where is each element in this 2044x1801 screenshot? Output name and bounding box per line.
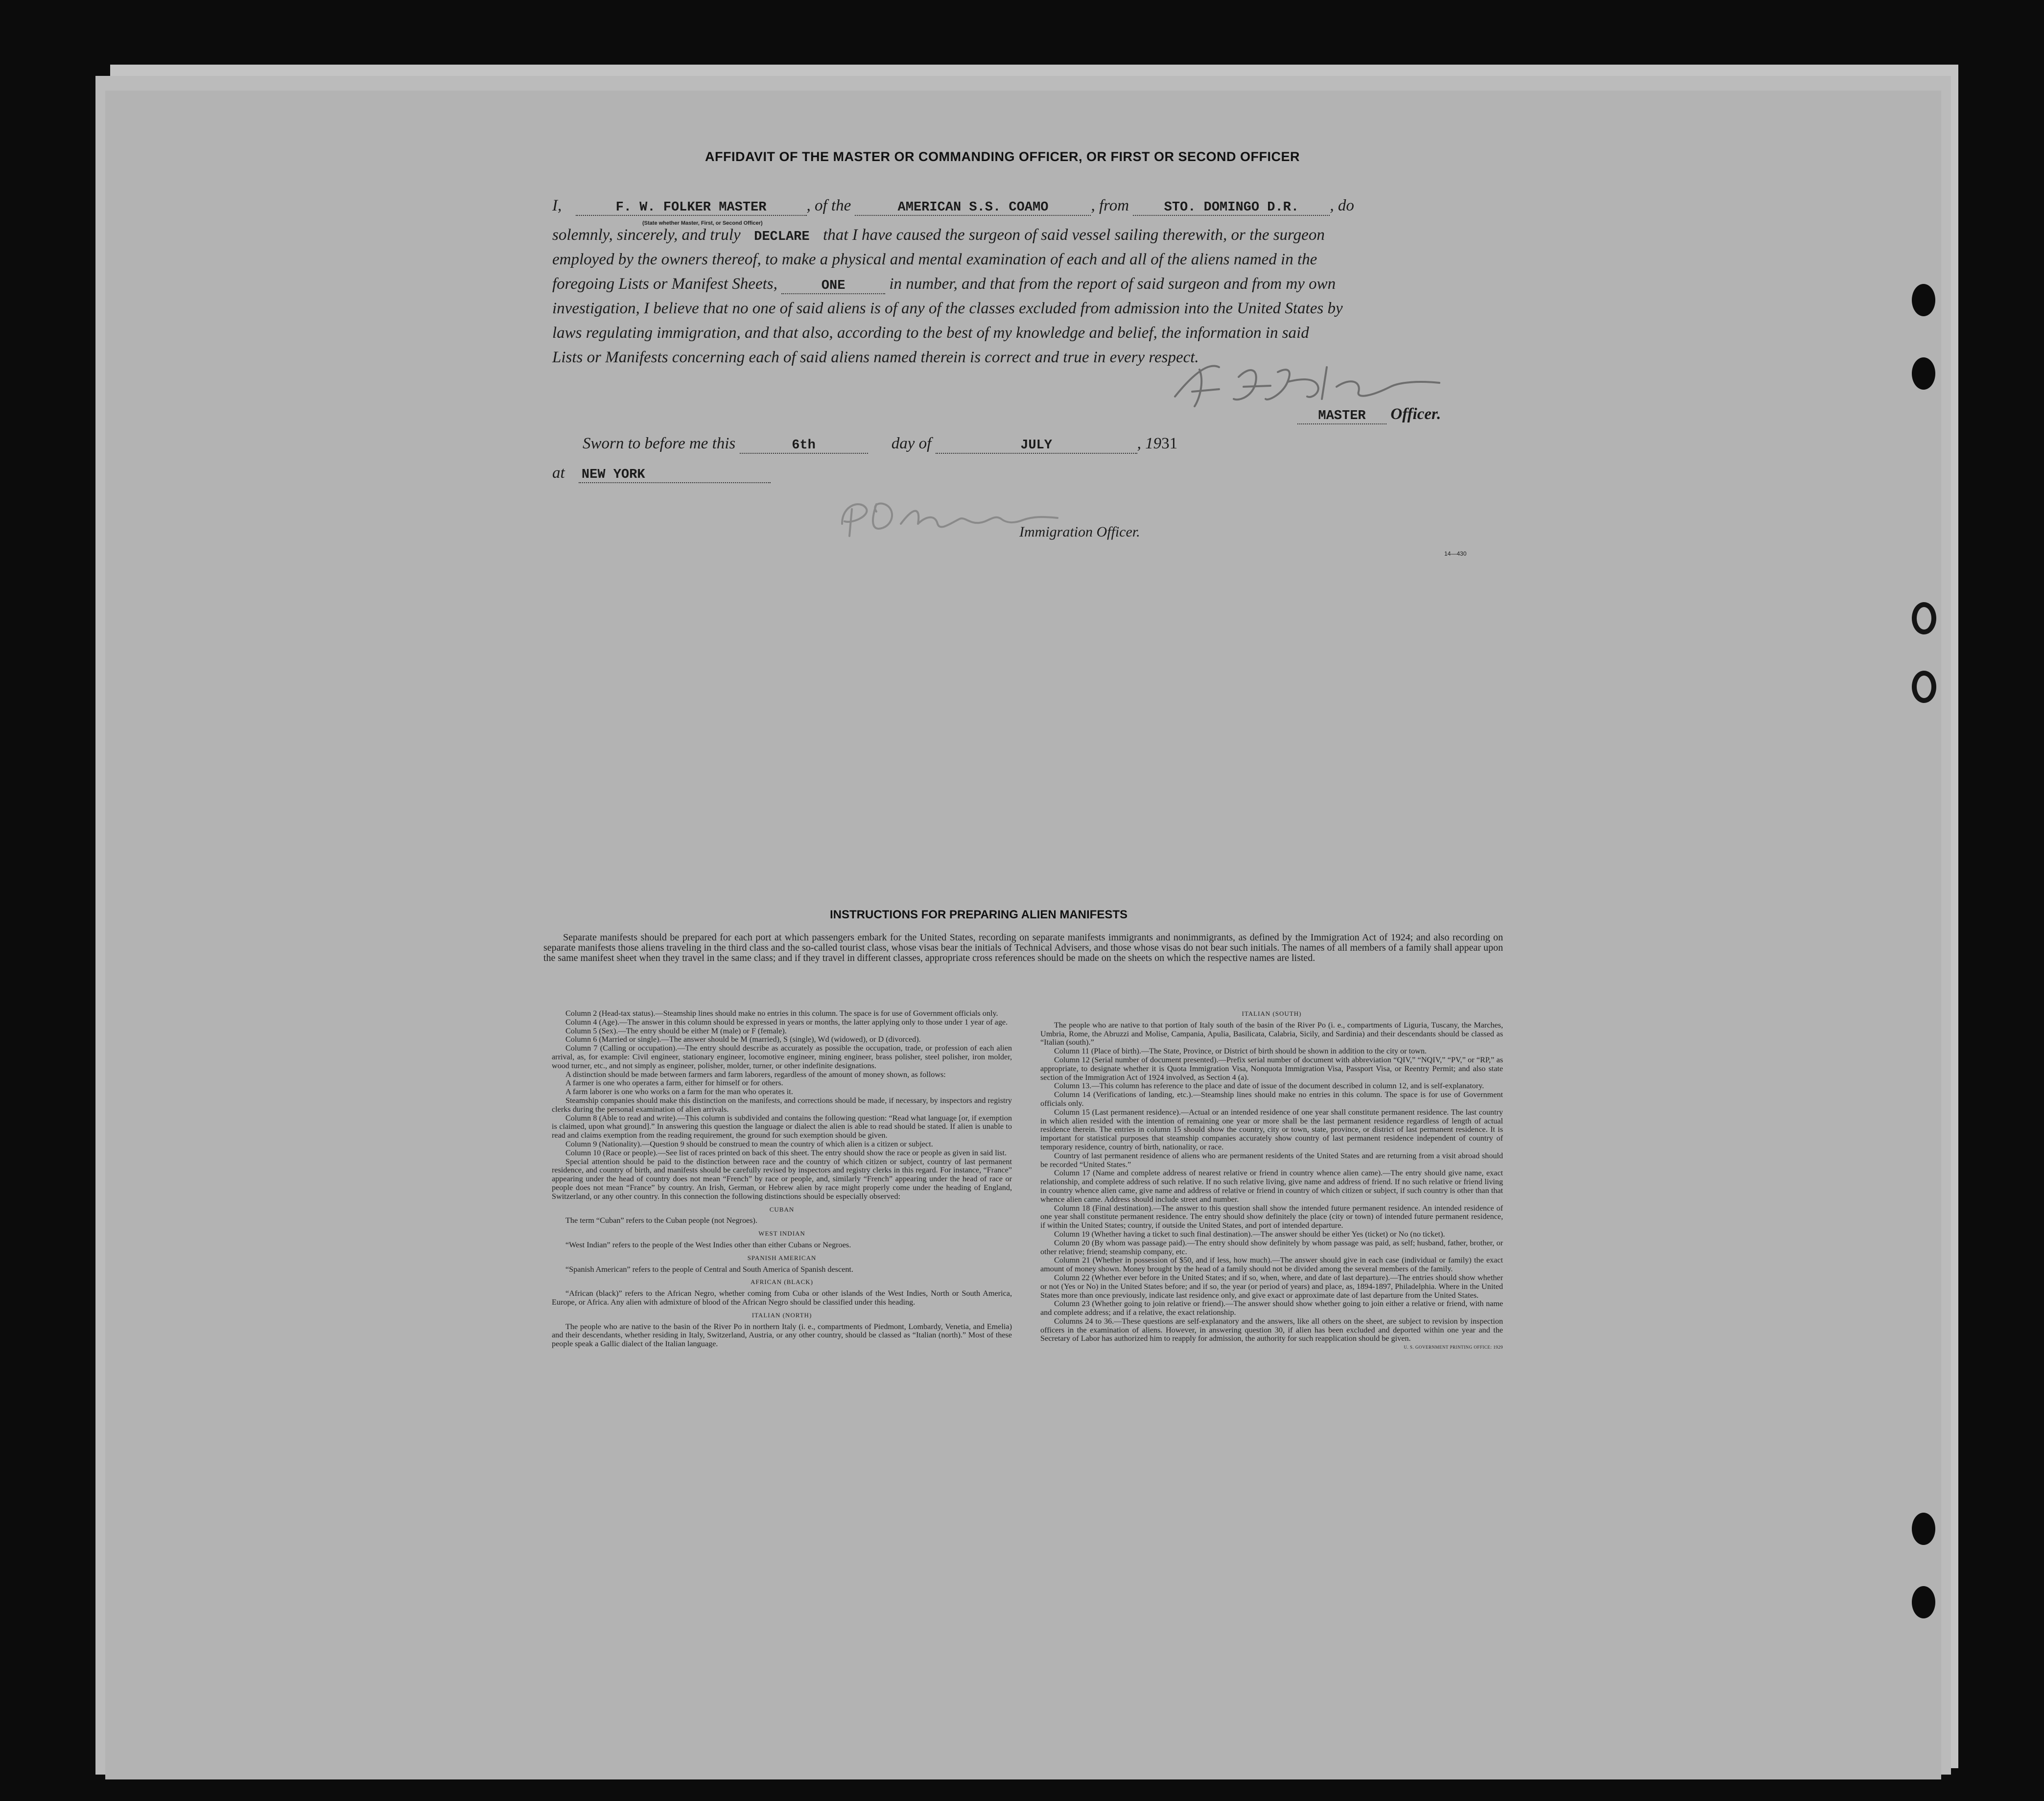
instruction-paragraph: Column 6 (Married or single).—The answer should be M (married), S (single), Wd (widowed), or D (divorced).: [565, 1035, 921, 1044]
section-text: “African (black)” refers to the African Negro, whether coming from Cuba or other islands of the West Indies, North or South America, Europe, or Africa. Any alien with admixture of blood of the African Negro should be classified under this heading.: [552, 1289, 1012, 1307]
form-number: 14—430: [1444, 550, 1467, 557]
section-text: The people who are native to the basin of the River Po in northern Italy (i. e., compartments of Piedmont, Lombardy, Venetia, and Emelia) and their descendants, whether residing in Italy, Switzerland, Austria, or any other country, should be classed as “Italian (north).” Most of these people speak a Gallic dialect of the Italian language.: [552, 1322, 1012, 1349]
officer-label: Officer.: [1390, 405, 1441, 423]
sworn-month-field: JULY: [936, 438, 1137, 454]
instruction-paragraph: Column 18 (Final destination).—The answer to this question shall show the intended future permanent residence. An intended residence of one year shall constitute permanent residence. The entry should show definitely the place (city or town) of intended future permanent residence, if within the United States; country, if outside the United States, and port of intended departure.: [1040, 1203, 1503, 1230]
sheet-count-field: ONE: [781, 279, 885, 294]
instruction-paragraph: Column 23 (Whether going to join relative or friend).—The answer should show whether going to join either a relative or friend, with name and complete address; and if a relative, the exact relationship.: [1040, 1299, 1503, 1317]
sworn-place-field: NEW YORK: [579, 468, 771, 483]
sworn-day-field: 6th: [740, 438, 868, 454]
section-heading: WEST INDIAN: [758, 1230, 805, 1238]
section-text: “West Indian” refers to the people of the West Indies other than either Cubans or Negroes.: [565, 1240, 851, 1249]
instruction-paragraph: Column 15 (Last permanent residence).—Actual or an intended residence of one year shall constitute permanent residence. The last country in which alien resided with the intention of remaining one year or more shall be the last permanent residence regardless of length of actual residence therein. The entries in column 15 should show the country, city or town, state, province, or district of last permanent residence. It is important for statistical purposes that steamship companies accurately show country of last permanent residence independent of country of temporary residence, country of birth, nationality, or race.: [1040, 1107, 1503, 1151]
affidavit-text: foregoing Lists or Manifest Sheets,: [552, 275, 777, 293]
punch-hole: [1912, 1586, 1935, 1618]
instructions-title: INSTRUCTIONS FOR PREPARING ALIEN MANIFESTS: [830, 908, 1128, 921]
affidavit-line-5: investigation, I believe that no one of said aliens is of any of the classes excluded from admission into the United States by: [552, 300, 1343, 317]
instruction-paragraph: Columns 24 to 36.—These questions are self-explanatory and the answers, like all others on the sheet, are subject to revision by inspection officers in the examination of aliens. However, in answering question 30, if alien has been excluded and deported within one year and the Secretary of Labor has authorized him to reapply for admission, the authority for such reapplication should be given.: [1040, 1316, 1503, 1343]
port-from-field: STO. DOMINGO D.R.: [1133, 200, 1330, 216]
punch-hole: [1912, 357, 1935, 390]
officer-name-field: F. W. FOLKER MASTER: [576, 200, 807, 216]
sworn-place-line: [552, 464, 771, 483]
affidavit-line-7: Lists or Manifests concerning each of said aliens named therein is correct and true in every respect.: [552, 349, 1199, 366]
affidavit-title: AFFIDAVIT OF THE MASTER OR COMMANDING OFFICER, OR FIRST OR SECOND OFFICER: [705, 149, 1300, 164]
section-heading: AFRICAN (BLACK): [750, 1278, 814, 1286]
instructions-right-column: [1040, 1009, 1503, 1352]
section-text: The term “Cuban” refers to the Cuban people (not Negroes).: [565, 1216, 757, 1225]
instruction-paragraph: Steamship companies should make this distinction on the manifests, and corrections should be made, if necessary, by inspectors and registry clerks during the personal examination of alien arrivals.: [552, 1096, 1012, 1114]
sworn-text: , 19: [1137, 435, 1162, 452]
affidavit-text: that I have caused the surgeon of said vessel sailing therewith, or the surgeon: [823, 226, 1325, 244]
affidavit-text: solemnly, sincerely, and truly: [552, 226, 741, 244]
instruction-paragraph: Column 8 (Able to read and write).—This column is subdivided and contains the following question: “Read what language [or, if exemption is claimed, upon what ground].” In answering this question the language or dialect the alien is able to read should be stated. If alien is unable to read and claims exemption from the reading requirement, the ground for such exemption should be given.: [552, 1113, 1012, 1140]
officer-rank-field: MASTER: [1297, 409, 1386, 424]
instruction-paragraph: Column 12 (Serial number of document presented).—Prefix serial number of document with abbreviation “QIV,” “NQIV,” “PV,” or “RP,” as appropriate, to designate whether it is Quota Immigration Visa, Nonquota Immigration Visa, Passport Visa, or Reentry Permit; and also state section of the Immigration Act of 1924 involved, as Section 4 (a).: [1040, 1055, 1503, 1082]
punch-hole: [1912, 1513, 1935, 1545]
immigration-officer-label: Immigration Officer.: [1019, 524, 1140, 540]
section-heading: SPANISH AMERICAN: [747, 1254, 817, 1262]
instruction-paragraph: Column 10 (Race or people).—See list of races printed on back of this sheet. The entry should show the race or people as given in said list.: [565, 1148, 1007, 1157]
instruction-paragraph: Column 20 (By whom was passage paid).—The entry should show definitely by whom passage was paid, as self; husband, father, brother, or other relative; friend; steamship company, etc.: [1040, 1238, 1503, 1256]
instruction-paragraph: Column 5 (Sex).—The entry should be either M (male) or F (female).: [565, 1026, 787, 1035]
affidavit-text: , of the: [806, 197, 851, 214]
affidavit-line-3: employed by the owners thereof, to make a physical and mental examination of each and all of the aliens named in the: [552, 251, 1317, 268]
instruction-paragraph: Column 21 (Whether in possession of $50, and if less, how much).—The answer should give in each case (individual or family) the exact amount of money shown. Money brought by the head of a family should not be divided among the several members of the family.: [1040, 1256, 1503, 1274]
instruction-paragraph: Column 17 (Name and complete address of nearest relative or friend in country whence alien came).—The entry should give name, exact relationship, and complete address of such relative. If no such relative living, give name and address of friend. If no such relative or friend living in country whence alien came, give name and address of relative or friend in country of which citizen or subject, if such country is other than that whence alien came. Address should include street and number.: [1040, 1169, 1503, 1204]
instruction-paragraph: Column 14 (Verifications of landing, etc.).—Steamship lines should make no entries in this column. The space is for use of Government officials only.: [1040, 1090, 1503, 1108]
instruction-paragraph: The people who are native to that portion of Italy south of the basin of the River Po (i. e., compartments of Liguria, Tuscany, the Marches, Umbria, Rome, the Abruzzi and Molise, Campania, Apulia, Basilicata, Calabria, Sicily, and Sardinia) and their descendants should be classed as “Italian (south).”: [1040, 1020, 1503, 1047]
section-heading: CUBAN: [769, 1205, 795, 1213]
vessel-field: AMERICAN S.S. COAMO: [855, 200, 1091, 216]
instruction-paragraph: Column 22 (Whether ever before in the United States; and if so, when, where, and date of last departure).—The entries should show whether or not (Yes or No) in the United States before; and if so, the year (or period of years) and place, as, 1894-1897, Philadelphia. Where in the United States more than once previously, indicate last residence only, and give exact or approximate date of last departure from the United States.: [1040, 1273, 1503, 1300]
instruction-paragraph: Column 13.—This column has reference to the place and date of issue of the document described in column 12, and is self-explanatory.: [1054, 1081, 1484, 1091]
affidavit-text: in number, and that from the report of said surgeon and from my own: [889, 275, 1336, 293]
affidavit-line-1: [552, 197, 1354, 216]
sworn-text: day of: [891, 435, 932, 452]
affidavit-text: , from: [1091, 197, 1129, 214]
affidavit-line-4: [552, 275, 1336, 294]
affidavit-text: I,: [552, 197, 562, 214]
instruction-paragraph: Column 4 (Age).—The answer in this column should be expressed in years or months, the latter applying only to those under 1 year of age.: [565, 1017, 1008, 1027]
punch-hole: [1912, 602, 1936, 634]
instruction-paragraph: Column 9 (Nationality).—Question 9 should be construed to mean the country of which alien is a citizen or subject.: [565, 1139, 933, 1148]
punch-hole: [1912, 671, 1936, 703]
section-heading: ITALIAN (NORTH): [752, 1311, 812, 1319]
punch-hole: [1912, 284, 1935, 316]
instruction-paragraph: Column 19 (Whether having a ticket to such final destination).—The answer should be either Yes (ticket) or No (no ticket).: [1054, 1229, 1445, 1239]
officer-rank-note: (State whether Master, First, or Second Officer): [642, 220, 763, 226]
sworn-text: Sworn to before me this: [583, 435, 736, 452]
master-signature: [1165, 352, 1444, 411]
declare-field: DECLARE: [754, 230, 810, 244]
instruction-paragraph: Column 11 (Place of birth).—The State, Province, or District of birth should be shown in addition to the city or town.: [1054, 1047, 1427, 1056]
instruction-paragraph: A farmer is one who operates a farm, either for himself or for others.: [565, 1078, 783, 1088]
affidavit-text: , do: [1330, 197, 1354, 214]
sworn-year-field: 31: [1161, 435, 1178, 452]
affidavit-line-2: [552, 226, 1325, 244]
instruction-paragraph: A distinction should be made between farmers and farm laborers, regardless of the amount of money shown, as follows:: [565, 1070, 946, 1079]
section-text: “Spanish American” refers to the people of Central and South America of Spanish descent.: [565, 1264, 853, 1274]
instruction-paragraph: Column 7 (Calling or occupation).—The entry should describe as accurately as possible the occupation, trade, or profession of each alien arrival, as, for example: Civil engineer, stationary engineer, locomotive engineer, mining engineer, brass polisher, steel polisher, iron molder, wood turner, etc., and not simply as engineer, polisher, molder, turner, or other indefinite designations.: [552, 1044, 1012, 1070]
at-label: at: [552, 464, 565, 482]
instruction-paragraph: Column 2 (Head-tax status).—Steamship lines should make no entries in this column. The space is for use of Government officials only.: [565, 1009, 998, 1018]
printer-note: U. S. GOVERNMENT PRINTING OFFICE: 1929: [1404, 1345, 1503, 1350]
instruction-paragraph: Special attention should be paid to the distinction between race and the country of which citizen or subject, country of last permanent residence, and country of birth, and manifests should be carefully revised by inspectors and registry clerks in this regard. For instance, “France” appearing under the head of country does not mean “French” by race or people, and, similarly “French” appearing under the head of race or people does not mean “France” by country. An Irish, German, or Hebrew alien by race might properly come under the heading of England, Switzerland, or any other country. In this connection the following distinctions should be especially observed:: [552, 1157, 1012, 1201]
instructions-intro: Separate manifests should be prepared for each port at which passengers embark for the United States, recording on separate manifests immigrants and nonimmigrants, as defined by the Immigration Act of 1924; and also recording on separate manifests those aliens traveling in the third class and the so-called tourist class, whose visas bear the initials of Technical Advisers, and those whose visas do not bear such initials. The names of all members of a family shall appear upon the same manifest sheet when they travel in the same class; and if they travel in different classes, appropriate cross references should be made on the sheets on which the respective names are listed.: [543, 932, 1503, 963]
instruction-paragraph: Country of last permanent residence of aliens who are permanent residents of the United States and are returning from a visit abroad should be recorded “United States.”: [1040, 1151, 1503, 1169]
sworn-line: [583, 435, 1177, 454]
section-heading: ITALIAN (SOUTH): [1242, 1010, 1302, 1017]
affidavit-line-6: laws regulating immigration, and that also, according to the best of my knowledge and belief, the information in said: [552, 324, 1309, 342]
instruction-paragraph: A farm laborer is one who works on a farm for the man who operates it.: [565, 1087, 793, 1097]
officer-signature-line: [1297, 405, 1441, 424]
instructions-left-column: [552, 1009, 1012, 1349]
